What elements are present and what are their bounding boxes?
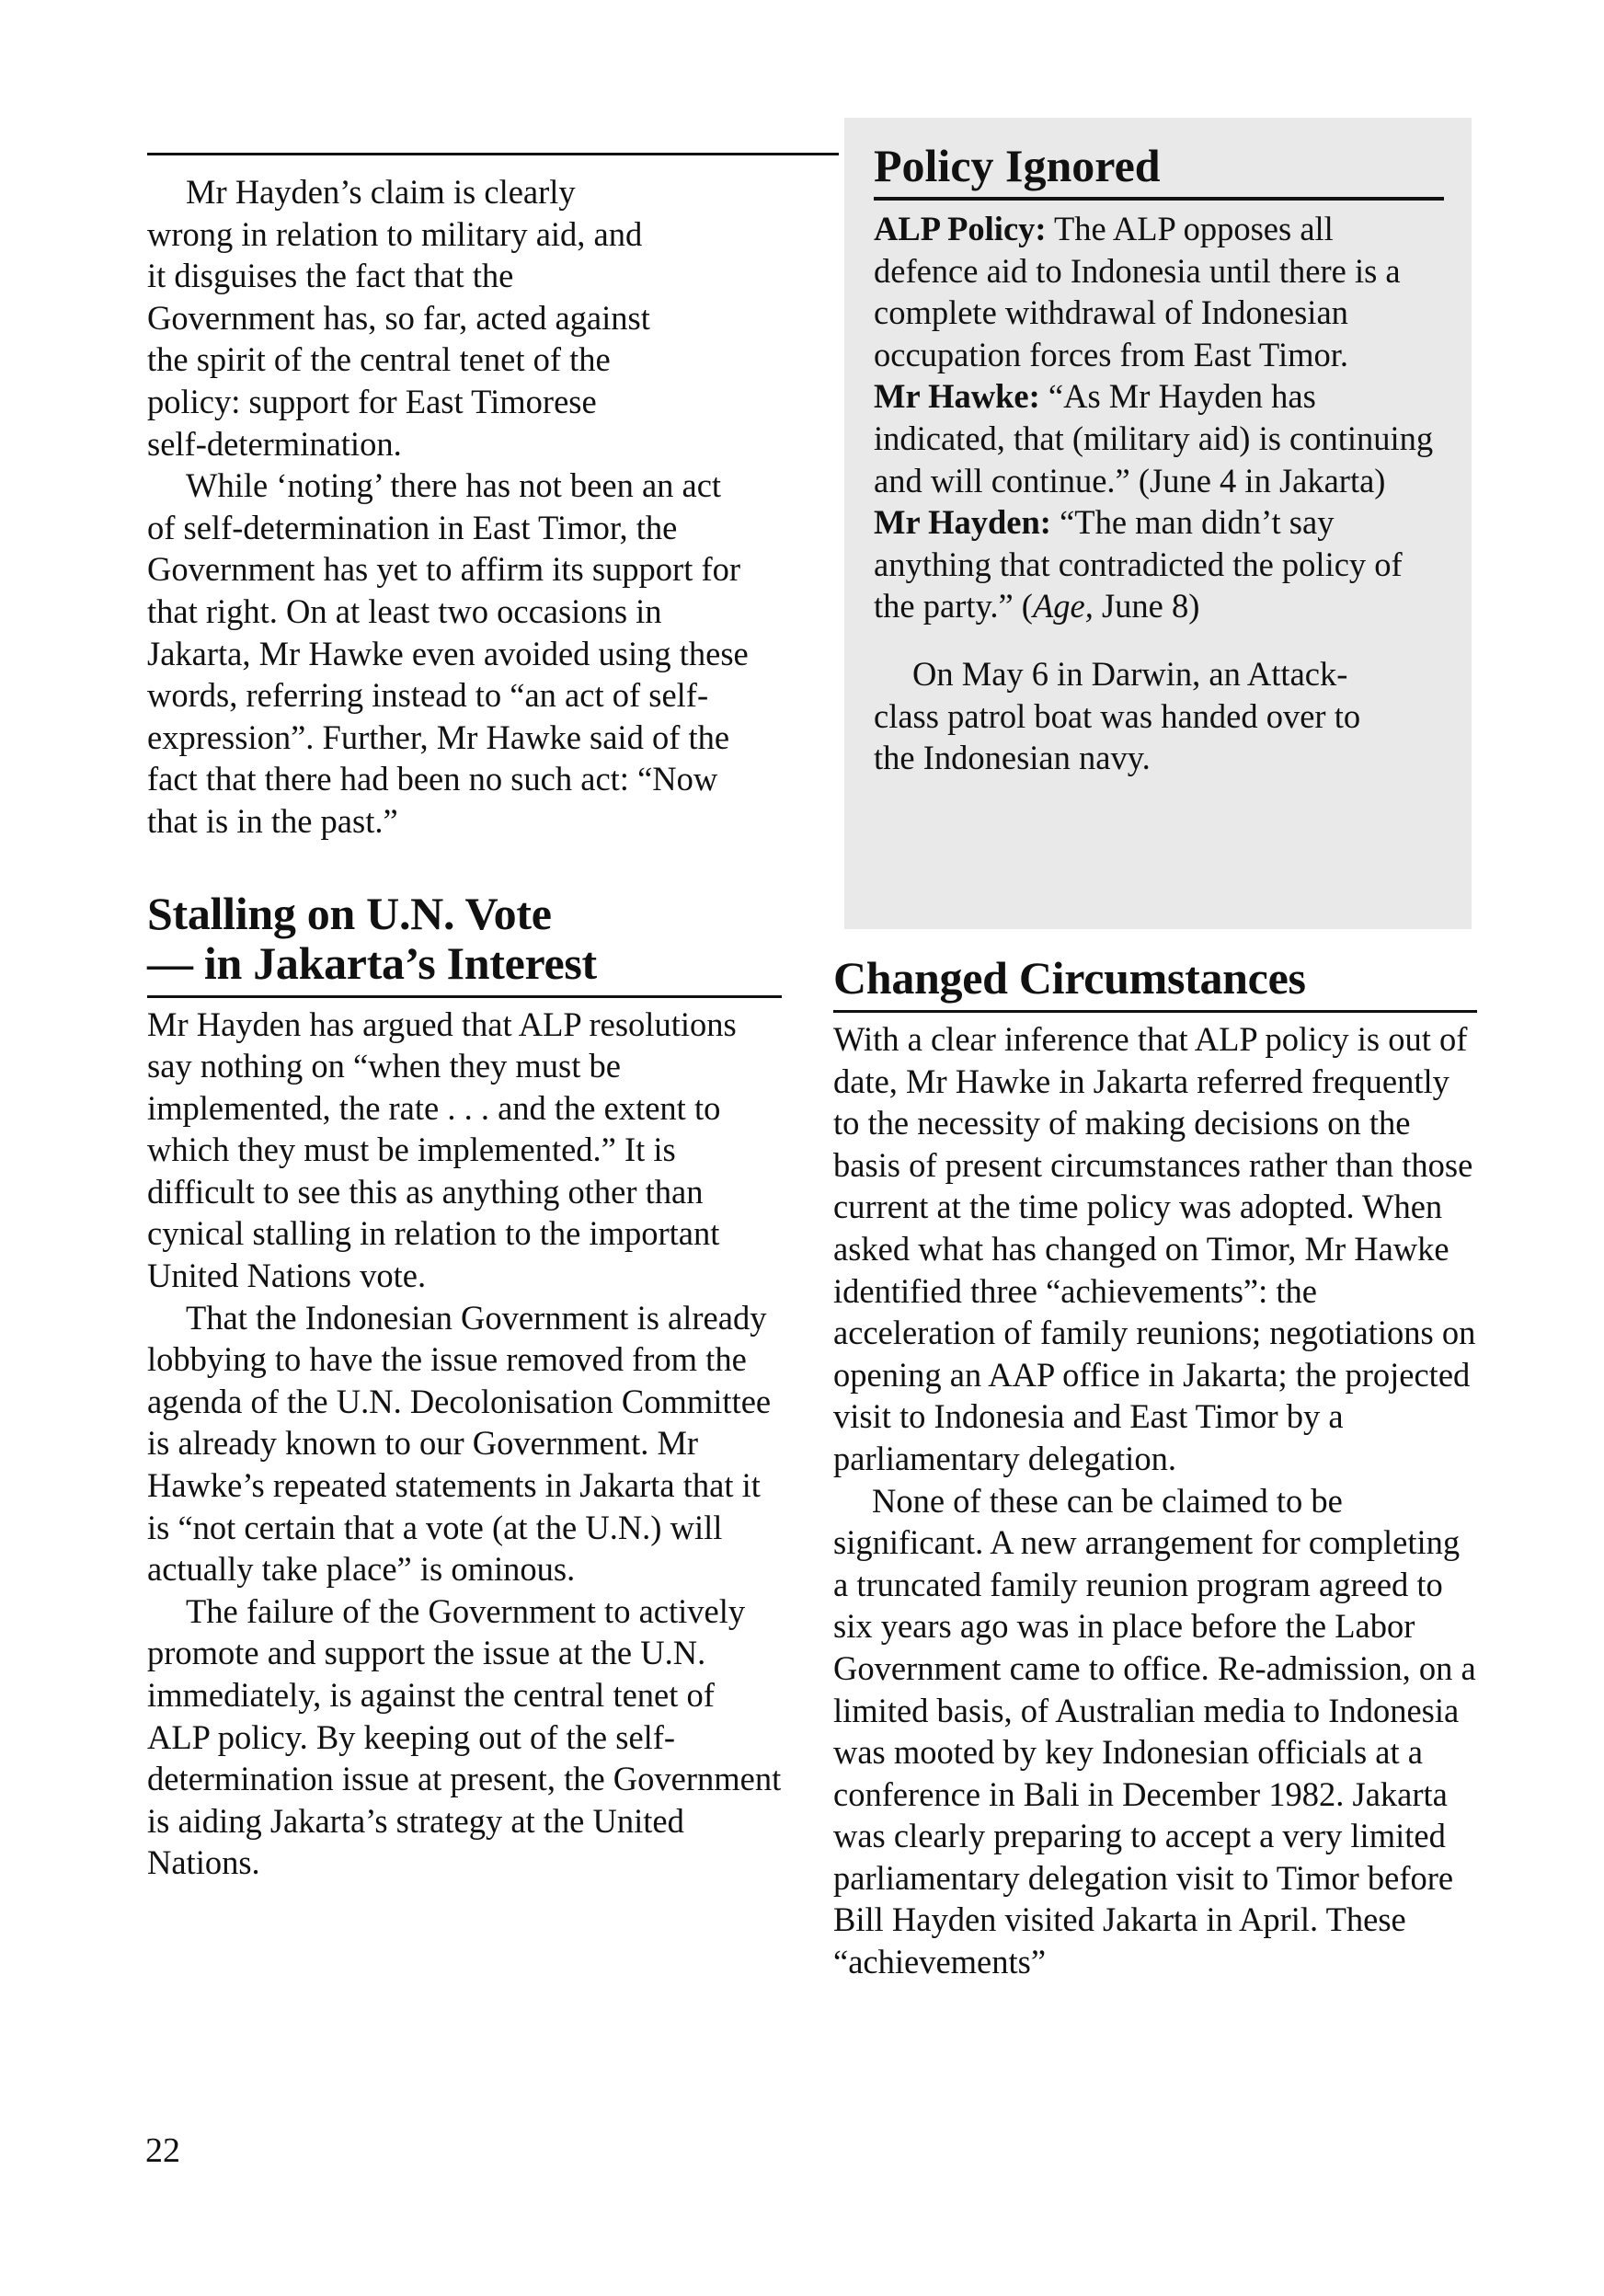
- right-section-heading: Changed Circumstances: [833, 952, 1306, 1004]
- hayden-quote: [874, 501, 1444, 627]
- right-column: [833, 953, 1477, 1983]
- hayden-source: Age,: [1032, 587, 1094, 626]
- intro-paragraph-2: While ‘noting’ there has not been an act of self-determination in East Timor, the Government has yet to affirm its support for that right. On at least two occasions in Jakarta, Mr Hawke even avoided using these words, referring instead to “an act of self-expression”. Further, Mr Hawke said of the fact that there had been no such act: “Now that is in the past.”: [147, 466, 749, 840]
- right-section-rule: [833, 1010, 1477, 1013]
- left-column: [147, 171, 791, 1884]
- section-paragraph-2: That the Indonesian Government is already lobbying to have the issue removed from the agenda of the U.N. Decolonisation Committee is already known to our Government. Mr Hawke’s repeated statements in Jakarta that it is “not certain that a vote (at the U.N.) will actually take place” is ominous.: [147, 1298, 772, 1589]
- policy-box: [844, 118, 1472, 929]
- policy-box-heading: Policy Ignored: [874, 140, 1161, 191]
- hawke-quote: [874, 375, 1444, 501]
- hayden-label: Mr Hayden:: [874, 503, 1051, 542]
- section-heading-line1: Stalling on U.N. Vote: [147, 887, 552, 939]
- page-number: 22: [145, 2131, 180, 2170]
- right-paragraph-2: None of these can be claimed to be significant. A new arrangement for completing a truncated family reunion program agreed to six years ago was in place before the Labor Government came to office. Re-admission, on a limited basis, of Australian media to Indonesia was mooted by key Indonesian officials at a conference in Bali in December 1982. Jakarta was clearly preparing to accept a very limited parliamentary delegation visit to Timor before Bill Hayden visited Jakarta in April. These “achievements”: [833, 1481, 1476, 1981]
- intro-paragraph-1: Mr Hayden’s claim is clearly wrong in relation to military aid, and it disguises the fact that the Government has, so far, acted against the spirit of the central tenet of the policy: support for East Timorese self-determination.: [147, 173, 650, 463]
- section-heading-line2: — in Jakarta’s Interest: [147, 936, 597, 989]
- right-paragraph-1: With a clear inference that ALP policy is out of date, Mr Hawke in Jakarta referred frequently to the necessity of making decisions on the basis of present circumstances rather than those current at the time policy was adopted. When asked what has changed on Timor, Mr Hawke identified three “achievements”: the acceleration of family reunions; negotiations on opening an AAP office in Jakarta; the projected visit to Indonesia and East Timor by a parliamentary delegation.: [833, 1020, 1476, 1477]
- policy-box-rule: [874, 197, 1444, 201]
- alp-policy-text: The ALP opposes all defence aid to Indonesia until there is a complete withdrawal of Indonesian occupation forces from East Timor.: [874, 210, 1401, 373]
- policy-box-closing: On May 6 in Darwin, an Attack-class patrol boat was handed over to the Indonesian navy.: [874, 654, 1361, 777]
- hayden-text: “The man didn’t say anything that contradicted the policy of the party.” (: [874, 503, 1403, 626]
- section-paragraph-1: Mr Hayden has argued that ALP resolutions say nothing on “when they must be implemented, the rate . . . and the extent to which they must be implemented.” It is difficult to see this as anything other than cynical stalling in relation to the important United Nations vote.: [147, 1004, 737, 1295]
- hawke-text: “As Mr Hayden has indicated, that (military aid) is continuing and will continue.” (June 4 in Jakarta): [874, 377, 1434, 499]
- alp-policy-label: ALP Policy:: [874, 210, 1047, 247]
- section-heading-rule: [147, 995, 782, 998]
- section-stalling: [147, 889, 791, 1884]
- top-rule: [147, 153, 839, 155]
- hayden-date: June 8): [1093, 587, 1200, 626]
- hawke-label: Mr Hawke:: [874, 377, 1040, 416]
- section-paragraph-3: The failure of the Government to actively promote and support the issue at the U.N. immediately, is against the central tenet of ALP policy. By keeping out of the self-determination issue at present, the Government is aiding Jakarta’s strategy at the United Nations.: [147, 1591, 782, 1882]
- alp-policy-statement: [874, 208, 1444, 375]
